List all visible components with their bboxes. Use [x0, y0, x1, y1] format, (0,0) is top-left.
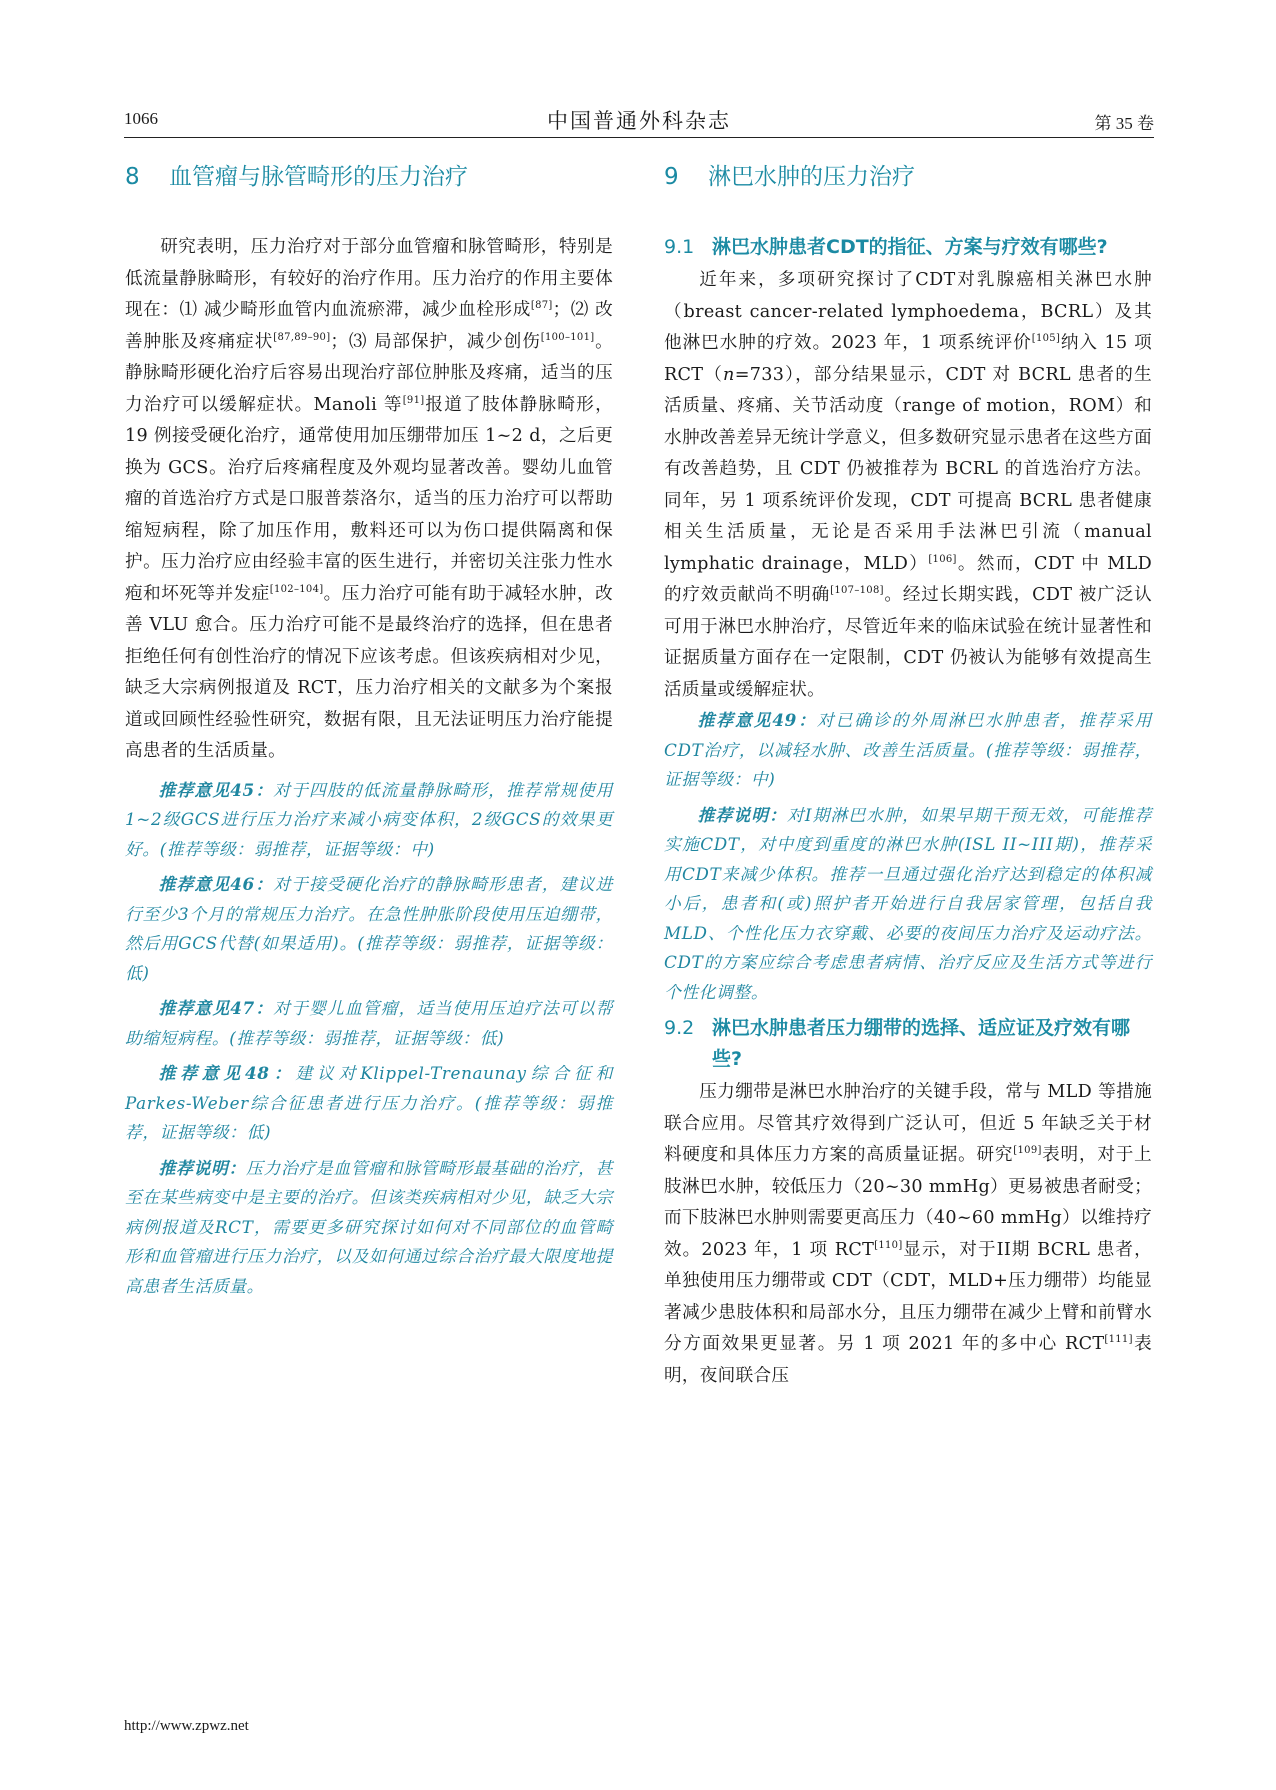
subsection-number: 9.2: [664, 1017, 695, 1039]
recommendation-label: 推荐意见48：: [158, 1063, 296, 1083]
note-label: 推荐说明：: [158, 1157, 246, 1178]
note-text: 压力治疗是血管瘤和脉管畸形最基础的治疗，甚至在某些病变中是主要的治疗。但该类疾病相对少见，缺乏大宗病例报道及RCT，需要更多研究探讨如何对不同部位的血管畸形和血管瘤进行压力治疗，以及如何通过综合治疗最大限度地提高患者生活质量。: [125, 1157, 613, 1296]
text-run: 压力绷带是淋巴水肿治疗的关键手段，常与 MLD 等措施联合应用。尽管其疗效得到广泛认可，但近 5 年缺乏关于材料硬度和具体压力方案的高质量证据。研究: [664, 1082, 1152, 1165]
journal-name: 中国普通外科杂志: [547, 109, 731, 133]
text-run: 。静脉畸形硬化治疗后容易出现治疗部位肿胀及疼痛，适当的压力治疗可以缓解症状。Manoli 等: [125, 331, 613, 415]
citation: [91]: [402, 394, 425, 406]
text-run: 。经过长期实践，CDT 被广泛认可用于淋巴水肿治疗，尽管近年来的临床试验在统计显著性和证据质量方面存在一定限制，CDT 仍被认为能够有效提高生活质量或缓解症状。: [664, 585, 1152, 700]
citation: [100–101]: [540, 331, 595, 343]
recommendation-text: 对于四肢的低流量静脉畸形，推荐常规使用1~2级GCS进行压力治疗来减小病变体积，2级GCS的效果更好。(推荐等级：弱推荐，证据等级：中): [125, 779, 613, 859]
citation: [106]: [928, 553, 957, 565]
section-number: 9: [664, 164, 679, 190]
subsection-title: 淋巴水肿患者压力绷带的选择、适应证及疗效有哪些?: [712, 1017, 1131, 1070]
recommendation-text: 建议对Klippel-Trenaunay综合征和Parkes-Weber综合征患者进行压力治疗。(推荐等级：弱推荐，证据等级：低): [125, 1063, 613, 1142]
right-column: [664, 160, 1152, 1392]
text-run: 表明，夜间联合压: [664, 1334, 1152, 1386]
text-run: 。然而，CDT 中 MLD 的疗效贡献尚不明确: [664, 553, 1152, 605]
page-header: [124, 103, 1154, 138]
citation: [87]: [530, 300, 553, 312]
section-title: 淋巴水肿的压力治疗: [708, 164, 915, 190]
recommendation-48: [125, 1059, 613, 1148]
citation: [87,89–90]: [273, 331, 331, 343]
citation: [111]: [1104, 1334, 1133, 1346]
subsection-9-1-heading: [664, 232, 1152, 263]
section-number: 8: [125, 164, 140, 190]
text-run: 近年来，多项研究探讨了CDT对乳腺癌相关淋巴水肿（breast cancer-related lymphoedema，BCRL）及其他淋巴水肿的疗效。2023 年，1 项系统评价: [664, 270, 1152, 353]
text-run: 研究表明，压力治疗对于部分血管瘤和脉管畸形，特别是低流量静脉畸形，有较好的治疗作用。压力治疗的作用主要体现在：⑴ 减少畸形血管内血流瘀滞，减少血栓形成: [125, 237, 613, 320]
left-column: [125, 160, 613, 1307]
text-run: 显示，对于II期 BCRL 患者，单独使用压力绷带或 CDT（CDT，MLD+压力绷带）均能显著减少患肢体积和局部水分，且压力绷带在减少上臂和前臂水分方面效果更显著。另 1 项 2021 年的多中心 RCT: [664, 1239, 1152, 1354]
page-number: 1066: [124, 109, 158, 128]
recommendation-47: [125, 994, 613, 1053]
citation: [107–108]: [830, 585, 884, 597]
note-label: 推荐说明：: [697, 804, 788, 825]
subsection-number: 9.1: [664, 236, 695, 258]
text-run: ；⑵ 改善肿胀及疼痛症状: [125, 300, 614, 352]
text-run: 报道了肢体静脉畸形，19 例接受硬化治疗，通常使用加压绷带加压 1~2 d，之后更换为 GCS。治疗后疼痛程度及外观均显著改善。婴幼儿血管瘤的首选治疗方式是口服普萘洛尔，适当的压力治疗可以帮助缩短病程，除了加压作用，敷料还可以为伤口提供隔离和保护。压力治疗应由经验丰富的医生进行，并密切关注张力性水疱和坏死等并发症: [125, 394, 613, 604]
section-9-heading: [664, 160, 1152, 194]
text-run: 表明，对于上肢淋巴水肿，较低压力（20~30 mmHg）更易被患者耐受；而下肢淋巴水肿则需要更高压力（40~60 mmHg）以维持疗效。2023 年，1 项 RCT: [664, 1145, 1152, 1260]
recommendation-label: 推荐意见47：: [158, 998, 274, 1018]
recommendation-label: 推荐意见45：: [158, 779, 274, 800]
italic-variable: n: [723, 364, 735, 385]
subsection-title: 淋巴水肿患者CDT的指征、方案与疗效有哪些?: [712, 236, 1108, 258]
body-paragraph: [125, 232, 613, 768]
section-8-heading: [125, 160, 613, 194]
citation: [105]: [1031, 333, 1061, 345]
section-title: 血管瘤与脉管畸形的压力治疗: [169, 164, 468, 190]
recommendation-45: [125, 776, 613, 865]
citation: [102–104]: [269, 583, 324, 595]
body-paragraph: [664, 1077, 1152, 1392]
recommendation-label: 推荐意见49：: [697, 710, 817, 730]
recommendation-label: 推荐意见46：: [158, 874, 274, 894]
recommendation-note-left: [125, 1154, 613, 1302]
citation: [109]: [1013, 1145, 1042, 1157]
text-run: ；⑶ 局部保护，减少创伤: [330, 331, 541, 352]
recommendation-46: [125, 870, 613, 988]
recommendation-text: 对于接受硬化治疗的静脉畸形患者，建议进行至少3个月的常规压力治疗。在急性肿胀阶段使用压迫绷带，然后用GCS代替(如果适用)。(推荐等级：弱推荐，证据等级：低): [125, 874, 613, 983]
text-run: =733），部分结果显示，CDT 对 BCRL 患者的生活质量、疼痛、关节活动度（range of motion，ROM）和水肿改善差异无统计学意义，但多数研究显示患者在这些方面有改善趋势，且 CDT 仍被推荐为 BCRL 的首选治疗方法。同年，另 1 项系统评价发现，CDT 可提高 BCRL 患者健康相关生活质量，无论是否采用手法淋巴引流（manual lymphatic drainage，MLD）: [664, 364, 1152, 574]
recommendation-text: 对于婴儿血管瘤，适当使用压迫疗法可以帮助缩短病程。(推荐等级：弱推荐，证据等级：低): [125, 998, 613, 1048]
recommendation-text: 对已确诊的外周淋巴水肿患者，推荐采用CDT治疗，以减轻水肿、改善生活质量。(推荐等级：弱推荐，证据等级：中): [664, 710, 1152, 789]
footer-url[interactable]: http://www.zpwz.net: [124, 1718, 249, 1734]
text-run: 。压力治疗可能有助于减轻水肿，改善 VLU 愈合。压力治疗可能不是最终治疗的选择，但在患者拒绝任何有创性治疗的情况下应该考虑。但该疾病相对少见，缺乏大宗病例报道及 RCT，压力治疗相关的文献多为个案报道或回顾性经验性研究，数据有限，且无法证明压力治疗能提高患者的生活质量。: [125, 583, 613, 761]
recommendation-note-right: [664, 801, 1152, 1008]
recommendation-49: [664, 706, 1152, 795]
volume-label: 第 35 卷: [1094, 114, 1154, 133]
note-text: 对I期淋巴水肿，如果早期干预无效，可能推荐实施CDT，对中度到重度的淋巴水肿(ISL II~III期)，推荐采用CDT来减少体积。推荐一旦通过强化治疗达到稳定的体积减小后，患者和(或)照护者开始进行自我居家管理，包括自我MLD、个性化压力衣穿戴、必要的夜间压力治疗及运动疗法。CDT的方案应综合考虑患者病情、治疗反应及生活方式等进行个性化调整。: [664, 804, 1152, 1002]
body-paragraph: [664, 265, 1152, 706]
subsection-9-2-heading: [664, 1013, 1152, 1075]
text-run: 纳入 15 项 RCT（: [664, 333, 1152, 385]
citation: [110]: [874, 1239, 903, 1251]
